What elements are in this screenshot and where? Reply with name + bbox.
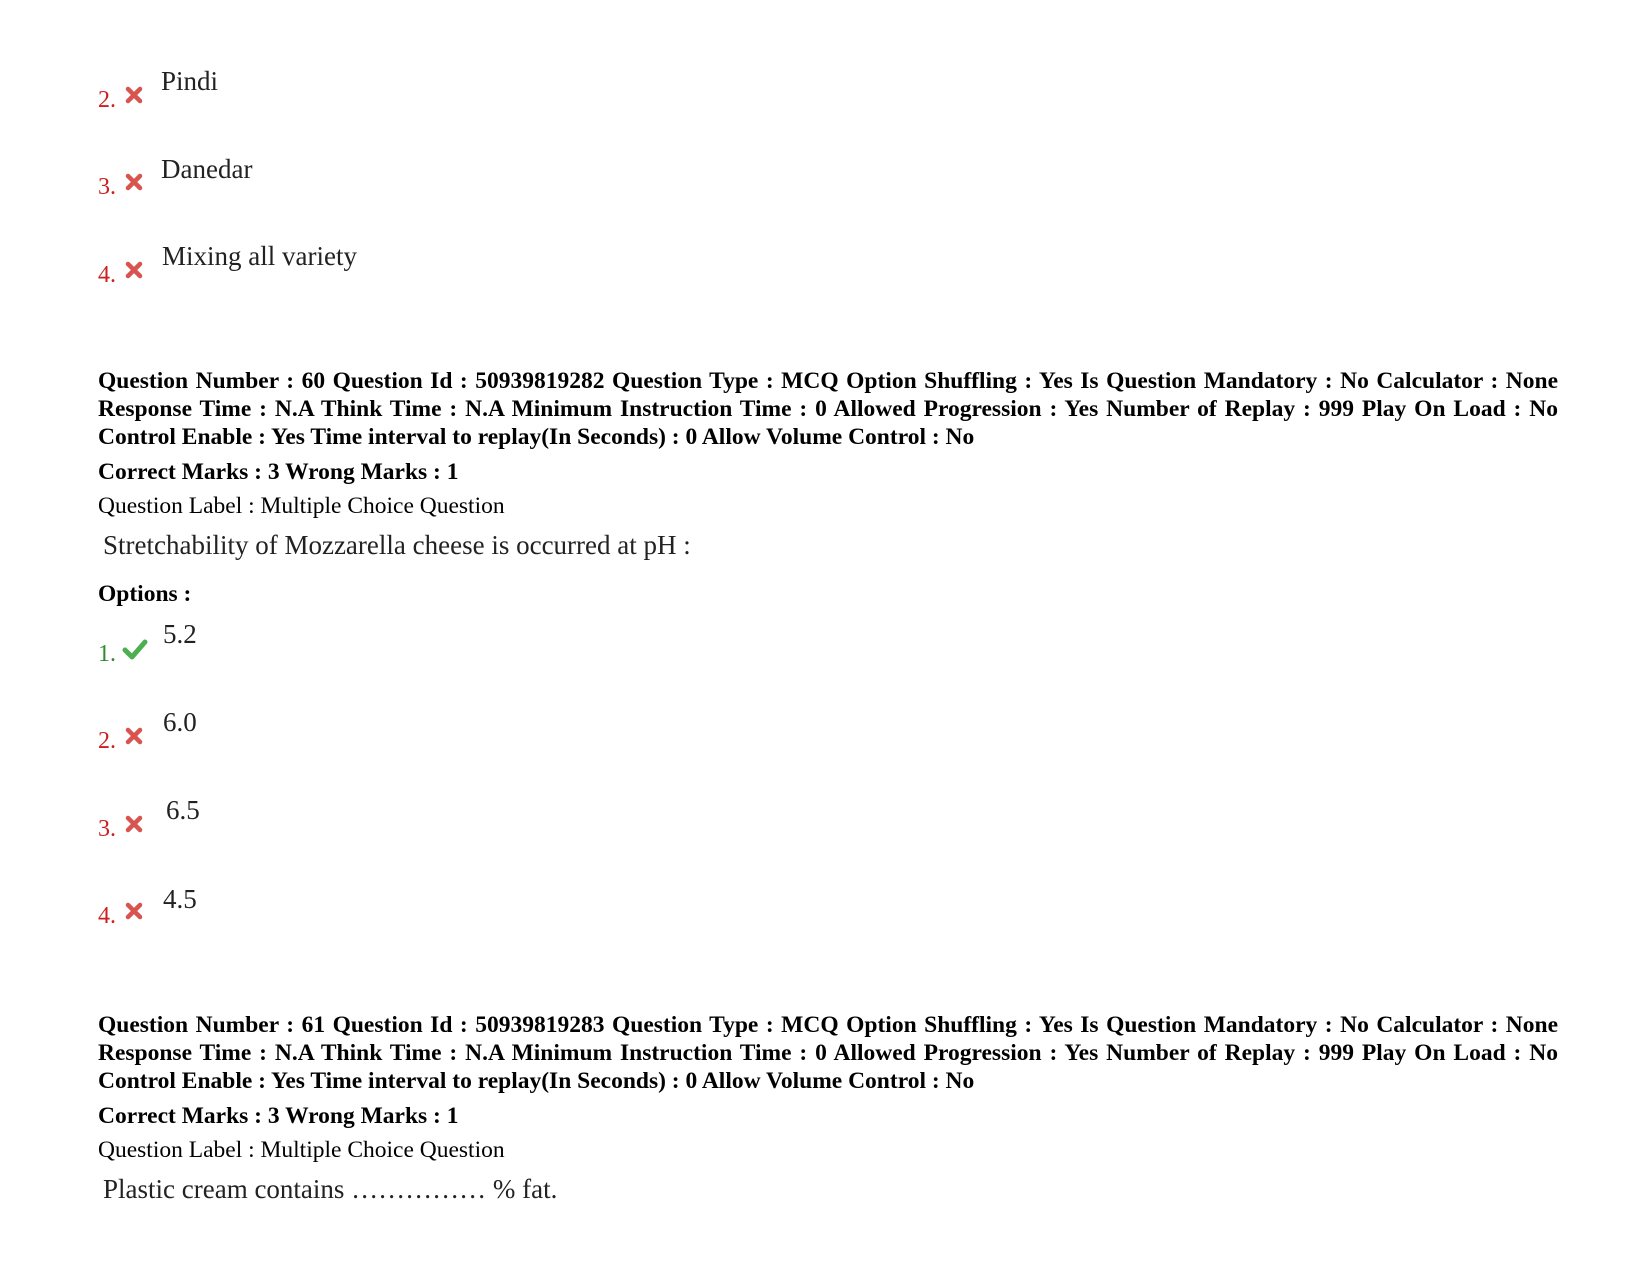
option-text: Pindi <box>161 66 219 96</box>
question-label: Question Label : Multiple Choice Question <box>98 493 505 519</box>
option-text: Mixing all variety <box>162 241 357 271</box>
cross-icon <box>122 258 146 282</box>
option-text: 6.5 <box>166 795 200 825</box>
question-text: Plastic cream contains …………… % fat. <box>103 1174 558 1204</box>
options-heading: Options : <box>98 581 192 607</box>
option-text: Danedar <box>161 154 253 184</box>
option-number: 4. <box>98 262 116 288</box>
option-text: 5.2 <box>163 619 197 649</box>
cross-icon <box>122 83 146 107</box>
question-meta: Question Number : 60 Question Id : 50939819282 Question Type : MCQ Option Shuffling : Yes Is Question Mandatory : No Calculator : None Response Time : N.A Think Time : N.A Minimum Instruction Time : 0 Allowed Progression : Yes Number of Replay : 999 Play On Load : No Control Enable : Yes Time interval to replay(In Seconds) : 0 Allow Volume Control : No <box>98 368 1558 450</box>
option-number: 3. <box>98 174 116 200</box>
cross-icon <box>122 812 146 836</box>
question-meta: Question Number : 61 Question Id : 50939819283 Question Type : MCQ Option Shuffling : Yes Is Question Mandatory : No Calculator : None Response Time : N.A Think Time : N.A Minimum Instruction Time : 0 Allowed Progression : Yes Number of Replay : 999 Play On Load : No Control Enable : Yes Time interval to replay(In Seconds) : 0 Allow Volume Control : No <box>98 1012 1558 1094</box>
option-number: 4. <box>98 903 116 929</box>
option-text: 6.0 <box>163 707 197 737</box>
option-number: 3. <box>98 816 116 842</box>
cross-icon <box>122 170 146 194</box>
question-text: Stretchability of Mozzarella cheese is occurred at pH : <box>103 530 691 560</box>
option-number: 2. <box>98 87 116 113</box>
cross-icon <box>122 899 146 923</box>
question-label: Question Label : Multiple Choice Question <box>98 1137 505 1163</box>
question-marks: Correct Marks : 3 Wrong Marks : 1 <box>98 459 459 485</box>
option-number: 2. <box>98 728 116 754</box>
checkmark-icon <box>122 636 148 662</box>
question-marks: Correct Marks : 3 Wrong Marks : 1 <box>98 1103 459 1129</box>
option-text: 4.5 <box>163 884 197 914</box>
cross-icon <box>122 724 146 748</box>
option-number: 1. <box>98 641 116 667</box>
